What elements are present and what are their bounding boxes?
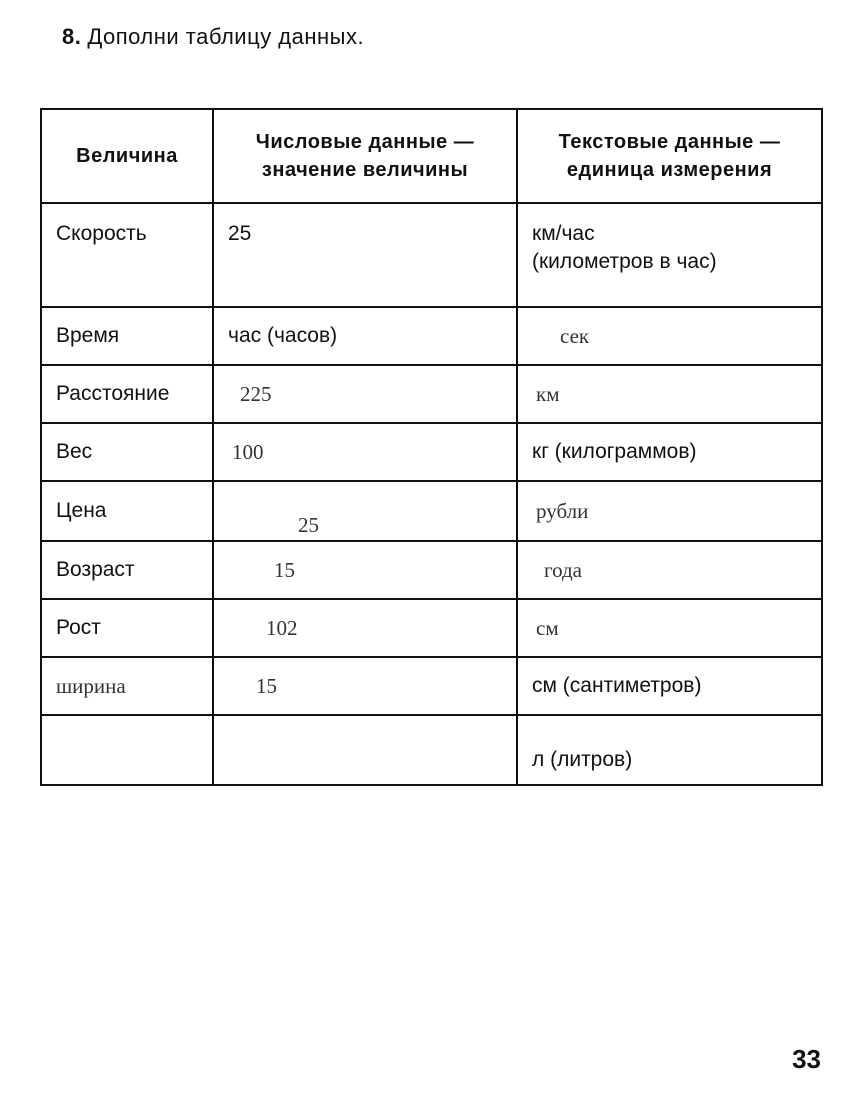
table-row [41, 657, 822, 715]
quantity-cell [41, 715, 213, 785]
unit-note: (километров в час) [532, 250, 717, 273]
table-row [41, 307, 822, 365]
table-row [41, 203, 822, 307]
value-cell: 102 [213, 599, 517, 657]
header-numeric-line1: Числовые данные — [255, 131, 475, 153]
value-cell: 15 [213, 657, 517, 715]
table-row [41, 715, 822, 785]
table-row [41, 541, 822, 599]
unit-cell: см (сантиметров) [517, 657, 822, 715]
unit-cell: кг (килограммов) [517, 423, 822, 481]
table-row [41, 423, 822, 481]
unit-cell: сек [517, 307, 822, 365]
value-cell [213, 715, 517, 785]
header-text [517, 109, 822, 203]
header-numeric-line2: значение величины [261, 159, 469, 181]
quantity-cell: Возраст [41, 541, 213, 599]
table-header-row [41, 109, 822, 203]
task-heading [62, 24, 364, 50]
unit-text: км/час [532, 222, 595, 245]
task-number: 8. [62, 24, 82, 49]
task-text: Дополни таблицу данных. [87, 24, 365, 49]
table-row [41, 365, 822, 423]
table-row [41, 481, 822, 541]
unit-cell: года [517, 541, 822, 599]
value-cell [213, 481, 517, 541]
unit-cell: л (литров) [517, 715, 822, 785]
quantity-cell: Расстояние [41, 365, 213, 423]
unit-cell: см [517, 599, 822, 657]
value-cell: 15 [213, 541, 517, 599]
value-cell: 225 [213, 365, 517, 423]
table-row [41, 599, 822, 657]
header-text-line2: единица измерения [566, 159, 773, 181]
header-numeric [213, 109, 517, 203]
quantity-cell: Скорость [41, 203, 213, 307]
value-cell: 100 [213, 423, 517, 481]
unit-cell: км [517, 365, 822, 423]
quantity-cell: Цена [41, 481, 213, 541]
page-number: 33 [792, 1044, 821, 1074]
quantity-cell: ширина [41, 657, 213, 715]
quantity-cell: Рост [41, 599, 213, 657]
quantity-cell: Время [41, 307, 213, 365]
data-table [40, 108, 823, 786]
header-text-line1: Текстовые данные — [558, 131, 781, 153]
unit-cell: рубли [517, 481, 822, 541]
value-cell: час (часов) [213, 307, 517, 365]
value-text: 25 [298, 513, 319, 537]
header-quantity: Величина [41, 109, 213, 203]
unit-cell [517, 203, 822, 307]
quantity-cell: Вес [41, 423, 213, 481]
value-cell: 25 [213, 203, 517, 307]
